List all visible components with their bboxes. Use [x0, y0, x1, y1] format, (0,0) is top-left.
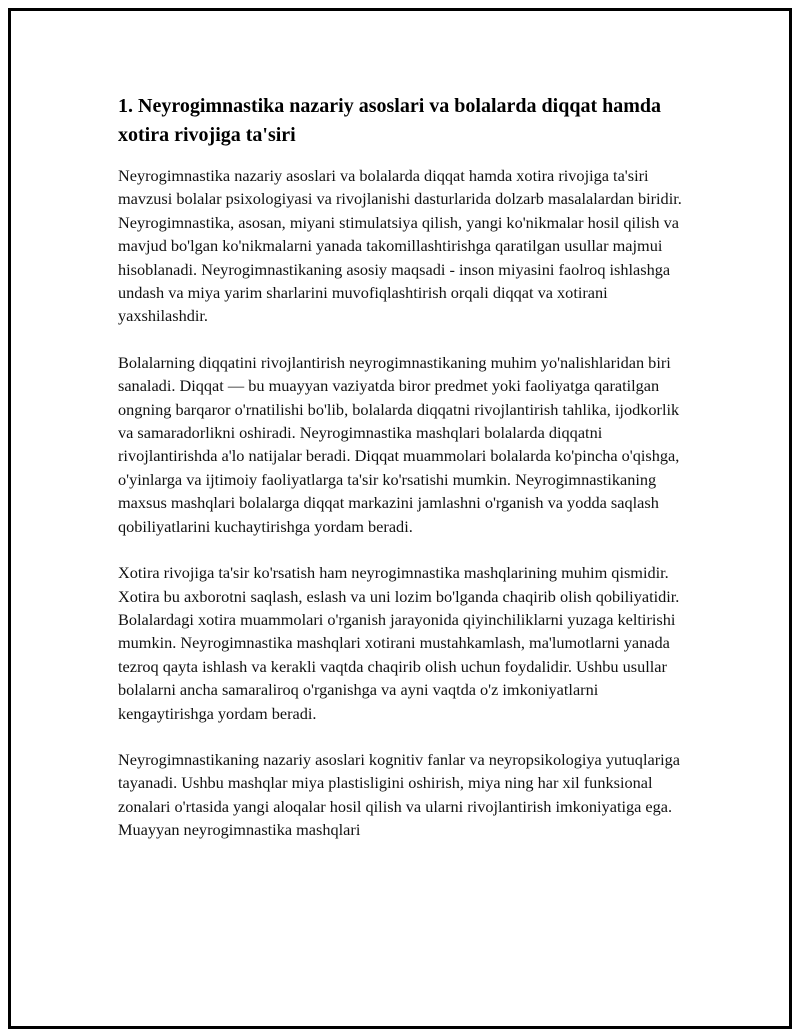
- paragraph-1: Neyrogimnastika nazariy asoslari va bolalarda diqqat hamda xotira rivojiga ta'siri mavzusi bolalar psixologiyasi va rivojlanishi dasturlarida dolzarb masalalardan biridir. Neyrogimnastika, asosan, miyani stimulatsiya qilish, yangi ko'nikmalar hosil qilish va mavjud bo'lgan ko'nikmalarni yanada takomillashtirishga qaratilgan usullar majmui hisoblanadi. Neyrogimnastikaning asosiy maqsadi - inson miyasini faolroq ishlashga undash va miya yarim sharlarini muvofiqlashtirish orqali diqqat va xotirani yaxshilashdir.: [118, 166, 682, 326]
- section-heading: 1. Neyrogimnastika nazariy asoslari va bolalarda diqqat hamda xotira rivojiga ta'siri: [118, 95, 662, 146]
- document-body: [118, 92, 692, 865]
- paragraph-4: Neyrogimnastikaning nazariy asoslari kognitiv fanlar va neyropsikologiya yutuqlariga tayanadi. Ushbu mashqlar miya plastisligini oshirish, miya ning har xil funksional zonalari o'rtasida yangi aloqalar hosil qilish va ularni rivojlantirish imkoniyatiga ega. Muayyan neyrogimnastika mashqlari: [118, 749, 681, 840]
- paragraph-2: Bolalarning diqqatini rivojlantirish neyrogimnastikaning muhim yo'nalishlaridan biri sanaladi. Diqqat — bu muayyan vaziyatda biror predmet yoki faoliyatga qaratilgan ongning barqaror o'rnatilishi bo'lib, bolalarda diqqatni rivojlantirish tahlika, ijodkorlik va samaradorlikni oshiradi. Neyrogimnastika mashqlari bolalarda diqqatni rivojlantirishda a'lo natijalar beradi. Diqqat muammolari bolalarda ko'pincha o'qishga, o'yinlarga va ijtimoiy faoliyatlarga ta'sir ko'rsatishi mumkin. Neyrogimnastikaning maxsus mashqlari bolalarga diqqat markazini jamlashni o'rganish va yodda saqlash qobiliyatlarini kuchaytirishga yordam beradi.: [118, 352, 680, 536]
- paragraph-3: Xotira rivojiga ta'sir ko'rsatish ham neyrogimnastika mashqlarining muhim qismidir. Xotira bu axborotni saqlash, eslash va uni lozim bo'lganda chaqirib olish qobiliyatidir. Bolalardagi xotira muammolari o'rganish jarayonida qiyinchiliklarni yuzaga keltirishi mumkin. Neyrogimnastika mashqlari xotirani mustahkamlash, ma'lumotlarni yanada tezroq qayta ishlash va kerakli vaqtda chaqirib olish uchun foydalidir. Ushbu usullar bolalarni ancha samaraliroq o'rganishga va ayni vaqtda o'z imkoniyatlarni kengaytirishga yordam beradi.: [118, 563, 680, 723]
